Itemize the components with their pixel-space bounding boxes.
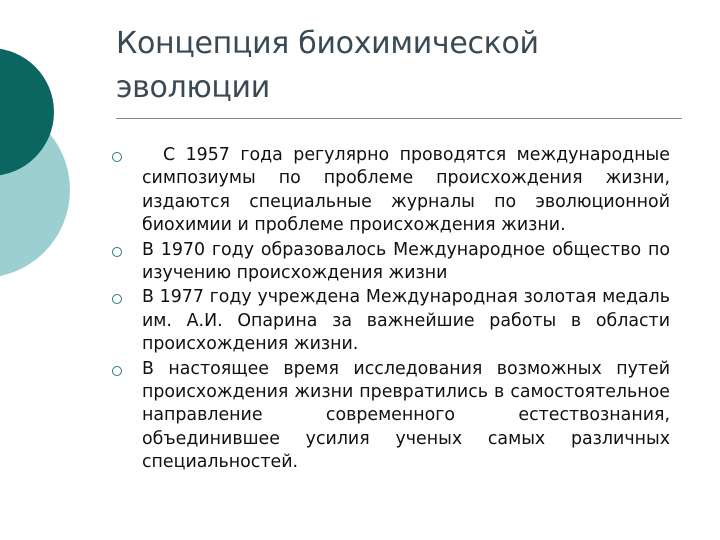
bullet-text: В настоящее время исследования возможных путей происхождения жизни превратились в самостоятельное направление современного естествознания, объединившее усилия ученых самых различных специальностей. [142, 358, 670, 473]
bullet-circle-icon [112, 152, 122, 162]
bullet-text: В 1977 году учреждена Международная золотая медаль им. А.И. Опарина за важнейшие работы в области происхождения жизни. [142, 287, 670, 355]
bullet-text: С 1957 года регулярно проводятся международные симпозиумы по проблеме происхождения жизни, издаются специальные журналы по эволюционной биохимии и проблеме происхождения жизни. [142, 145, 670, 236]
slide-title [116, 22, 686, 110]
bullet-item [110, 239, 670, 286]
bullet-circle-icon [112, 247, 122, 257]
bullet-list [110, 144, 670, 476]
title-divider [116, 118, 682, 119]
bullet-item [110, 286, 670, 356]
bullet-item [110, 358, 670, 475]
bullet-text: В 1970 году образовалось Международное общество по изучению происхождения жизни [142, 239, 670, 284]
bullet-circle-icon [112, 366, 122, 376]
bullet-circle-icon [112, 294, 122, 304]
slide-title-line-1: Концепция биохимической [116, 26, 539, 61]
decorative-circles [0, 0, 120, 330]
bullet-item [110, 144, 670, 238]
slide-title-line-2: эволюции [116, 70, 270, 105]
